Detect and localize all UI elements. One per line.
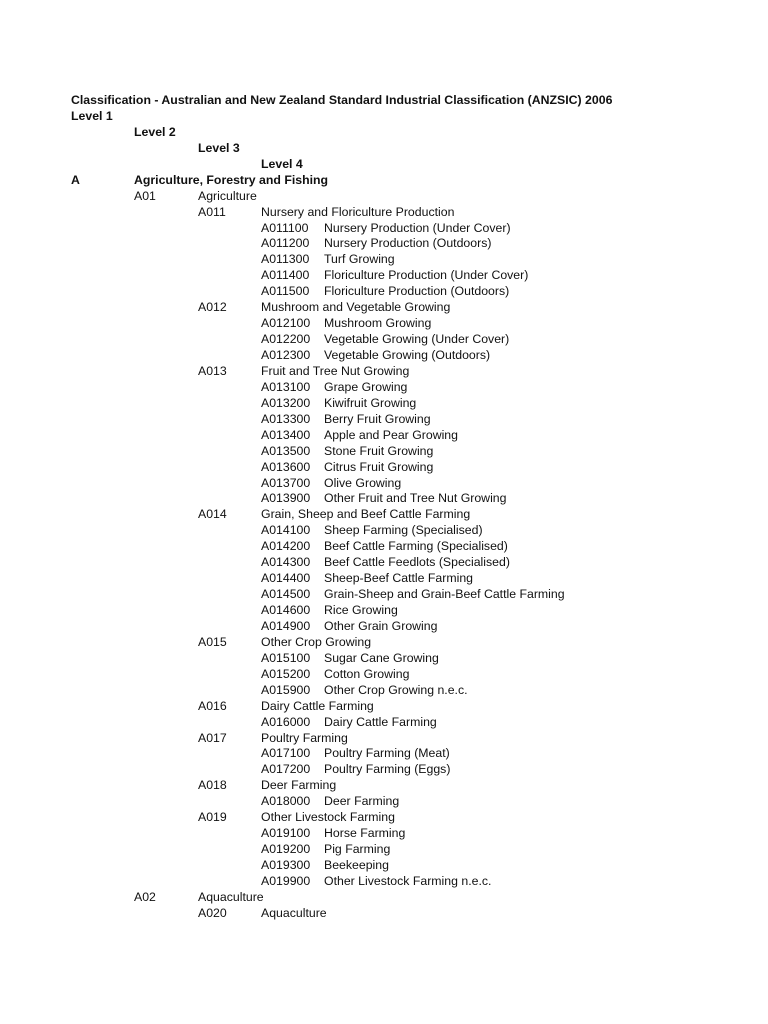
group-name: Fruit and Tree Nut Growing: [261, 363, 410, 378]
group-code: A012: [198, 300, 227, 315]
level-4-header: Level 4: [261, 156, 303, 171]
class-name: Beef Cattle Feedlots (Specialised): [324, 555, 510, 570]
group-row: [0, 204, 768, 220]
class-row: [0, 745, 768, 761]
class-code: A016000: [261, 714, 311, 729]
class-code: A011100: [261, 220, 309, 235]
class-code: A018000: [261, 794, 311, 809]
class-name: Grape Growing: [324, 379, 408, 394]
group-name: Deer Farming: [261, 778, 337, 793]
class-name: Vegetable Growing (Outdoors): [324, 348, 491, 362]
group-code: A011: [198, 204, 226, 219]
level-header-row: [0, 156, 768, 172]
class-code: A012300: [261, 348, 311, 362]
class-row: [0, 251, 768, 267]
subdivision-code: A01: [134, 188, 156, 203]
class-code: A014200: [261, 539, 311, 554]
class-name: Horse Farming: [324, 826, 406, 841]
class-name: Grain-Sheep and Grain-Beef Cattle Farming: [324, 587, 565, 602]
class-code: A013400: [261, 427, 311, 442]
group-code: A018: [198, 778, 227, 793]
class-row: [0, 650, 768, 666]
class-row: [0, 554, 768, 570]
group-row: [0, 730, 768, 746]
class-name: Other Crop Growing n.e.c.: [324, 682, 468, 697]
class-row: [0, 857, 768, 873]
class-code: A019200: [261, 842, 311, 857]
class-row: [0, 283, 768, 299]
class-code: A017200: [261, 762, 311, 777]
class-name: Nursery Production (Outdoors): [324, 236, 492, 251]
class-name: Sugar Cane Growing: [324, 650, 439, 665]
class-name: Citrus Fruit Growing: [324, 459, 434, 474]
class-code: A012100: [261, 316, 311, 331]
group-code: A013: [198, 363, 227, 378]
class-name: Vegetable Growing (Under Cover): [324, 332, 510, 347]
level-header-row: [0, 108, 768, 124]
class-row: [0, 793, 768, 809]
class-row: [0, 825, 768, 841]
class-name: Other Fruit and Tree Nut Growing: [324, 491, 507, 506]
class-row: [0, 522, 768, 538]
level-1-header: Level 1: [71, 108, 113, 123]
class-row: [0, 331, 768, 347]
class-name: Sheep-Beef Cattle Farming: [324, 571, 474, 586]
group-code: A014: [198, 507, 227, 522]
class-row: [0, 841, 768, 857]
class-row: [0, 602, 768, 618]
class-name: Deer Farming: [324, 794, 400, 809]
subdivision-code: A02: [134, 889, 156, 904]
title-row: [0, 92, 768, 108]
class-code: A019100: [261, 826, 311, 841]
class-name: Other Grain Growing: [324, 618, 438, 633]
group-name: Dairy Cattle Farming: [261, 698, 374, 713]
group-row: [0, 299, 768, 315]
level-3-header: Level 3: [198, 140, 240, 155]
class-row: [0, 538, 768, 554]
class-code: A014600: [261, 603, 311, 617]
class-row: [0, 586, 768, 602]
subdivision-name: Aquaculture: [198, 889, 264, 904]
class-code: A014500: [261, 587, 311, 602]
group-row: [0, 634, 768, 650]
class-row: [0, 235, 768, 251]
class-name: Olive Growing: [324, 475, 402, 490]
class-name: Apple and Pear Growing: [324, 427, 458, 442]
group-name: Grain, Sheep and Beef Cattle Farming: [261, 507, 471, 522]
class-row: [0, 459, 768, 475]
class-code: A014100: [261, 523, 311, 538]
level-2-header: Level 2: [134, 124, 176, 139]
class-row: [0, 873, 768, 889]
group-name: Aquaculture: [261, 905, 327, 920]
class-code: A015200: [261, 666, 311, 681]
class-name: Nursery Production (Under Cover): [324, 220, 511, 235]
class-row: [0, 443, 768, 459]
class-code: A013300: [261, 411, 311, 426]
class-name: Poultry Farming (Meat): [324, 746, 450, 761]
class-name: Turf Growing: [324, 252, 395, 267]
class-row: [0, 761, 768, 777]
group-code: A017: [198, 730, 227, 745]
group-code: A015: [198, 634, 227, 649]
class-row: [0, 682, 768, 698]
division-row: [0, 172, 768, 188]
group-row: [0, 506, 768, 522]
class-code: A013500: [261, 443, 311, 458]
group-name: Mushroom and Vegetable Growing: [261, 300, 451, 315]
group-row: [0, 905, 768, 921]
class-row: [0, 379, 768, 395]
class-row: [0, 411, 768, 427]
class-row: [0, 395, 768, 411]
class-name: Berry Fruit Growing: [324, 411, 431, 426]
class-name: Poultry Farming (Eggs): [324, 762, 451, 777]
group-name: Nursery and Floriculture Production: [261, 204, 455, 219]
group-name: Poultry Farming: [261, 730, 348, 745]
class-name: Other Livestock Farming n.e.c.: [324, 873, 492, 888]
level-header-row: [0, 124, 768, 140]
class-row: [0, 570, 768, 586]
class-code: A013600: [261, 459, 311, 474]
class-code: A013900: [261, 491, 311, 506]
class-name: Pig Farming: [324, 842, 391, 857]
subdivision-row: [0, 889, 768, 905]
class-code: A012200: [261, 332, 311, 347]
class-name: Dairy Cattle Farming: [324, 714, 437, 729]
class-row: [0, 347, 768, 363]
group-row: [0, 809, 768, 825]
document-title: Classification - Australian and New Zealand Standard Industrial Classification (ANZSIC) 2006: [71, 93, 613, 107]
level-header-row: [0, 140, 768, 156]
class-name: Stone Fruit Growing: [324, 443, 434, 458]
class-code: A011400: [261, 268, 310, 283]
class-name: Floriculture Production (Outdoors): [324, 284, 510, 299]
class-code: A019300: [261, 858, 311, 872]
subdivision-name: Agriculture: [198, 188, 257, 203]
class-row: [0, 427, 768, 443]
class-row: [0, 315, 768, 331]
class-name: Sheep Farming (Specialised): [324, 523, 483, 538]
class-row: [0, 666, 768, 682]
class-code: A013100: [261, 379, 311, 394]
class-row: [0, 267, 768, 283]
class-row: [0, 475, 768, 491]
classification-rows: [0, 188, 768, 921]
class-name: Rice Growing: [324, 603, 398, 617]
group-name: Other Livestock Farming: [261, 810, 395, 825]
group-code: A020: [198, 905, 227, 920]
class-code: A011300: [261, 252, 310, 267]
group-row: [0, 698, 768, 714]
class-code: A015900: [261, 682, 311, 697]
class-row: [0, 490, 768, 506]
division-code: A: [71, 172, 80, 187]
class-name: Mushroom Growing: [324, 316, 432, 331]
division-name: Agriculture, Forestry and Fishing: [134, 172, 329, 187]
class-code: A011500: [261, 284, 310, 299]
class-name: Kiwifruit Growing: [324, 395, 417, 410]
class-code: A014900: [261, 618, 311, 633]
class-row: [0, 220, 768, 236]
class-name: Floriculture Production (Under Cover): [324, 268, 529, 283]
class-name: Cotton Growing: [324, 666, 410, 681]
class-code: A015100: [261, 650, 311, 665]
class-code: A019900: [261, 873, 311, 888]
class-row: [0, 618, 768, 634]
group-row: [0, 777, 768, 793]
class-code: A013700: [261, 475, 311, 490]
subdivision-row: [0, 188, 768, 204]
group-code: A016: [198, 698, 227, 713]
class-code: A013200: [261, 395, 311, 410]
group-row: [0, 363, 768, 379]
class-code: A017100: [261, 746, 311, 761]
class-code: A014400: [261, 571, 311, 586]
group-name: Other Crop Growing: [261, 634, 372, 649]
class-name: Beekeeping: [324, 858, 389, 872]
class-name: Beef Cattle Farming (Specialised): [324, 539, 508, 554]
classification-document: [0, 92, 768, 921]
class-code: A014300: [261, 555, 311, 570]
group-code: A019: [198, 810, 227, 825]
class-code: A011200: [261, 236, 310, 251]
class-row: [0, 714, 768, 730]
